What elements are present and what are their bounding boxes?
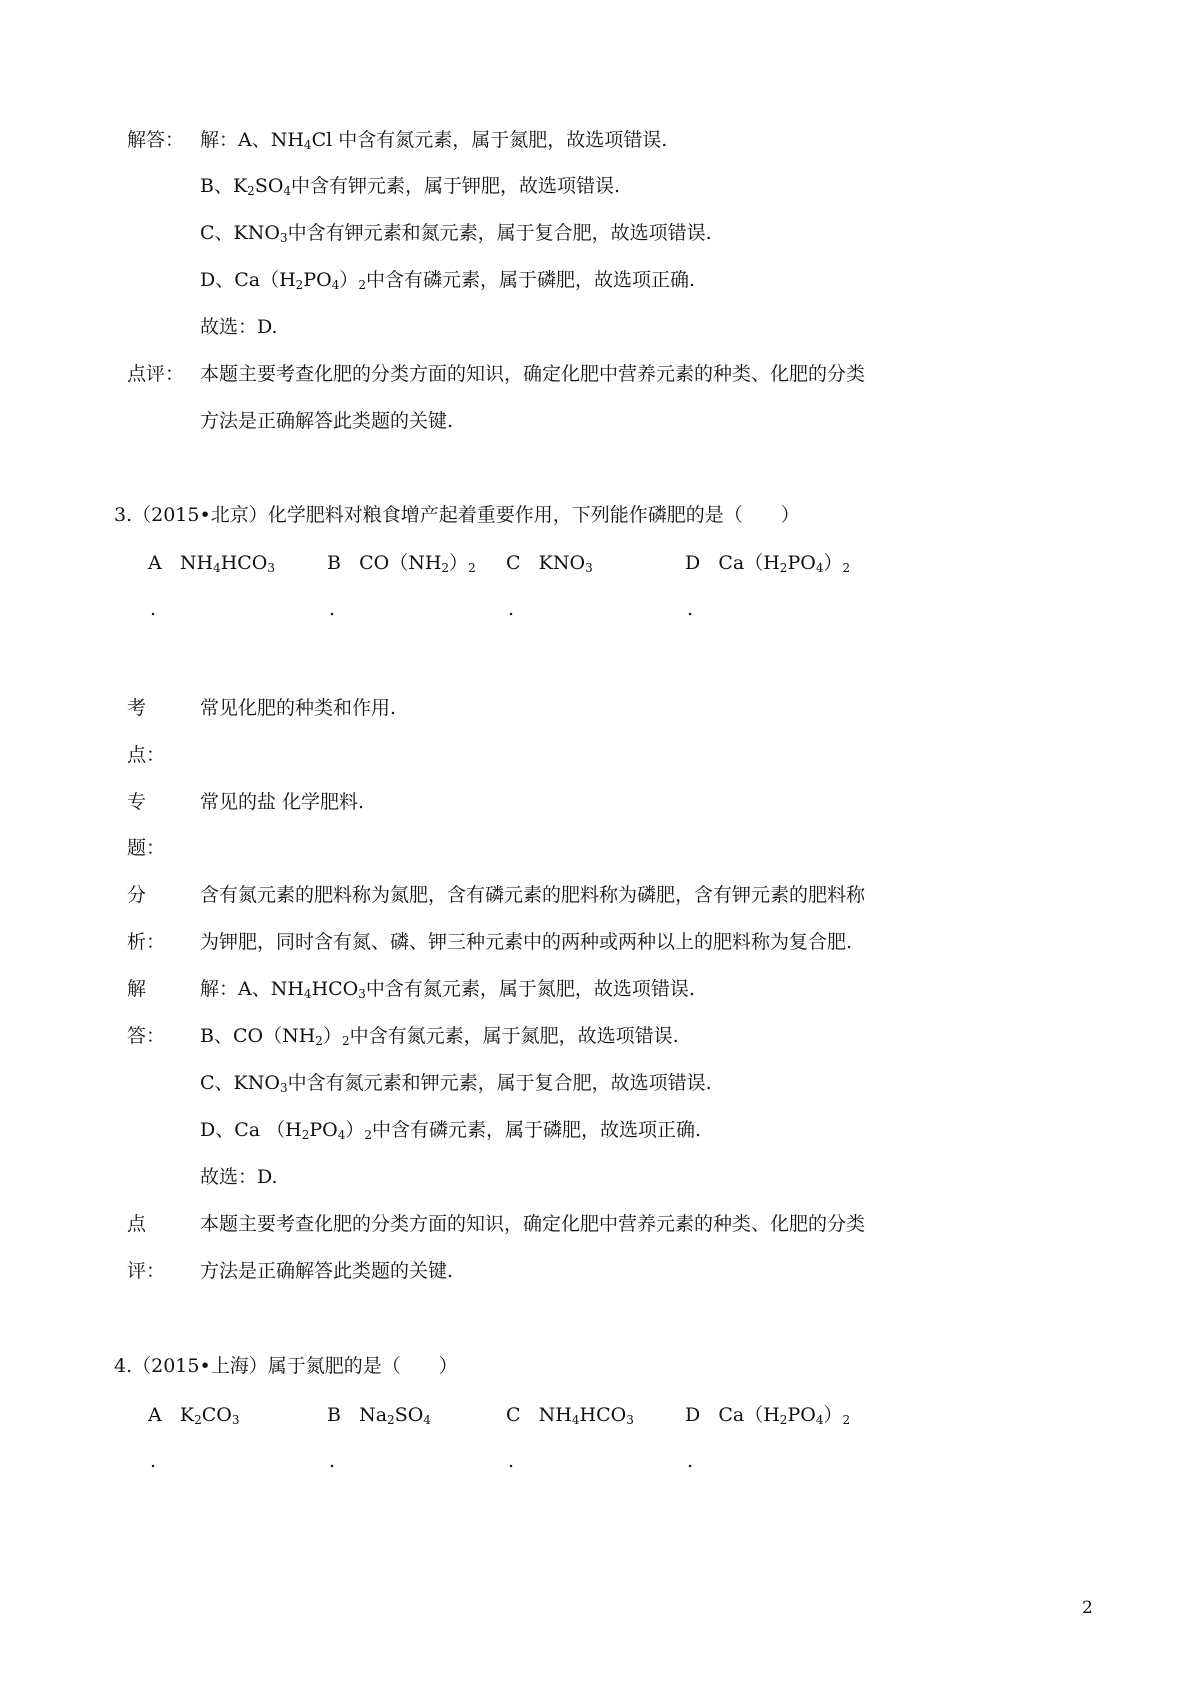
kaodian-label-2: 点：	[127, 744, 166, 766]
q3-comment-text-2: 方法是正确解答此类题的关键.	[200, 1260, 454, 1282]
q3-answer-choice: 故选：D.	[200, 1166, 278, 1188]
q3-answer-line-c: C、$KNO_3$中含有氮元素和钾元素，属于复合肥，故选项错误.	[200, 1072, 712, 1095]
answer-choice: 故选：D.	[200, 316, 278, 338]
q3-option-d: D $Ca(H_2PO_4)_2$	[685, 552, 851, 575]
question-3-stem: 3.（2015•北京）化学肥料对粮食增产起着重要作用，下列能作磷肥的是（ ）	[114, 504, 800, 526]
q4-option-a-dot: .	[150, 1450, 157, 1472]
q4-option-c: C $NH_4HCO_3$	[506, 1404, 634, 1427]
q3-option-c: C $KNO_3$	[506, 552, 593, 575]
q3-comment-text-1: 本题主要考查化肥的分类方面的知识，确定化肥中营养元素的种类、化肥的分类	[200, 1213, 866, 1235]
kaodian-label-1: 考	[127, 697, 147, 719]
fenxi-text-2: 为钾肥，同时含有氮、磷、钾三种元素中的两种或两种以上的肥料称为复合肥.	[200, 931, 853, 953]
fenxi-label-1: 分	[127, 884, 147, 906]
answer-line-d: D、$Ca(H_2PO_4)_2$中含有磷元素，属于磷肥，故选项正确.	[200, 269, 696, 292]
q4-option-b-dot: .	[329, 1450, 336, 1472]
q4-option-d-dot: .	[687, 1450, 694, 1472]
fenxi-label-2: 析：	[127, 931, 166, 953]
q3-option-c-dot: .	[508, 598, 515, 620]
q3-option-b-dot: .	[329, 598, 336, 620]
jieda-label-1: 解	[127, 978, 147, 1000]
comment-label: 点评：	[127, 363, 185, 385]
jieda-label-2: 答：	[127, 1025, 166, 1047]
zhuanti-text: 常见的盐 化学肥料.	[200, 791, 365, 813]
q3-option-d-dot: .	[687, 598, 694, 620]
q4-option-b: B $Na_2SO_4$	[327, 1404, 431, 1427]
zhuanti-label-2: 题：	[127, 837, 166, 859]
kaodian-text: 常见化肥的种类和作用.	[200, 697, 397, 719]
q3-answer-line-d: D、Ca $(H_2PO_4)_2$中含有磷元素，属于磷肥，故选项正确.	[200, 1119, 702, 1142]
q3-option-a: A $NH_4HCO_3$	[148, 552, 276, 575]
answer-line-c: C、$KNO_3$中含有钾元素和氮元素，属于复合肥，故选项错误.	[200, 222, 712, 245]
zhuanti-label-1: 专	[127, 791, 147, 813]
comment-text-2: 方法是正确解答此类题的关键.	[200, 410, 454, 432]
fenxi-text-1: 含有氮元素的肥料称为氮肥，含有磷元素的肥料称为磷肥，含有钾元素的肥料称	[200, 884, 866, 906]
q3-option-b: B $CO(NH_2)_2$	[327, 552, 476, 575]
pingjia-label-1: 点	[127, 1213, 147, 1235]
q4-option-a: A $K_2CO_3$	[148, 1404, 240, 1427]
q4-option-d: D $Ca(H_2PO_4)_2$	[685, 1404, 851, 1427]
q3-answer-line-a: 解：A、$NH_4HCO_3$中含有氮元素，属于氮肥，故选项错误.	[200, 978, 695, 1001]
answer-label: 解答：	[127, 129, 185, 151]
answer-line-b: B、$K_2SO_4$中含有钾元素，属于钾肥，故选项错误.	[200, 175, 621, 198]
question-4-stem: 4.（2015•上海）属于氮肥的是（ ）	[114, 1355, 458, 1377]
q4-option-c-dot: .	[508, 1450, 515, 1472]
pingjia-label-2: 评：	[127, 1260, 166, 1282]
answer-line-a: 解：A、$NH_4Cl$ 中含有氮元素，属于氮肥，故选项错误.	[200, 129, 668, 152]
page-number: 2	[1082, 1598, 1093, 1618]
q3-answer-line-b: B、$CO(NH_2)_2$中含有氮元素，属于氮肥，故选项错误.	[200, 1025, 679, 1048]
q3-option-a-dot: .	[150, 598, 157, 620]
comment-text-1: 本题主要考查化肥的分类方面的知识，确定化肥中营养元素的种类、化肥的分类	[200, 363, 866, 385]
